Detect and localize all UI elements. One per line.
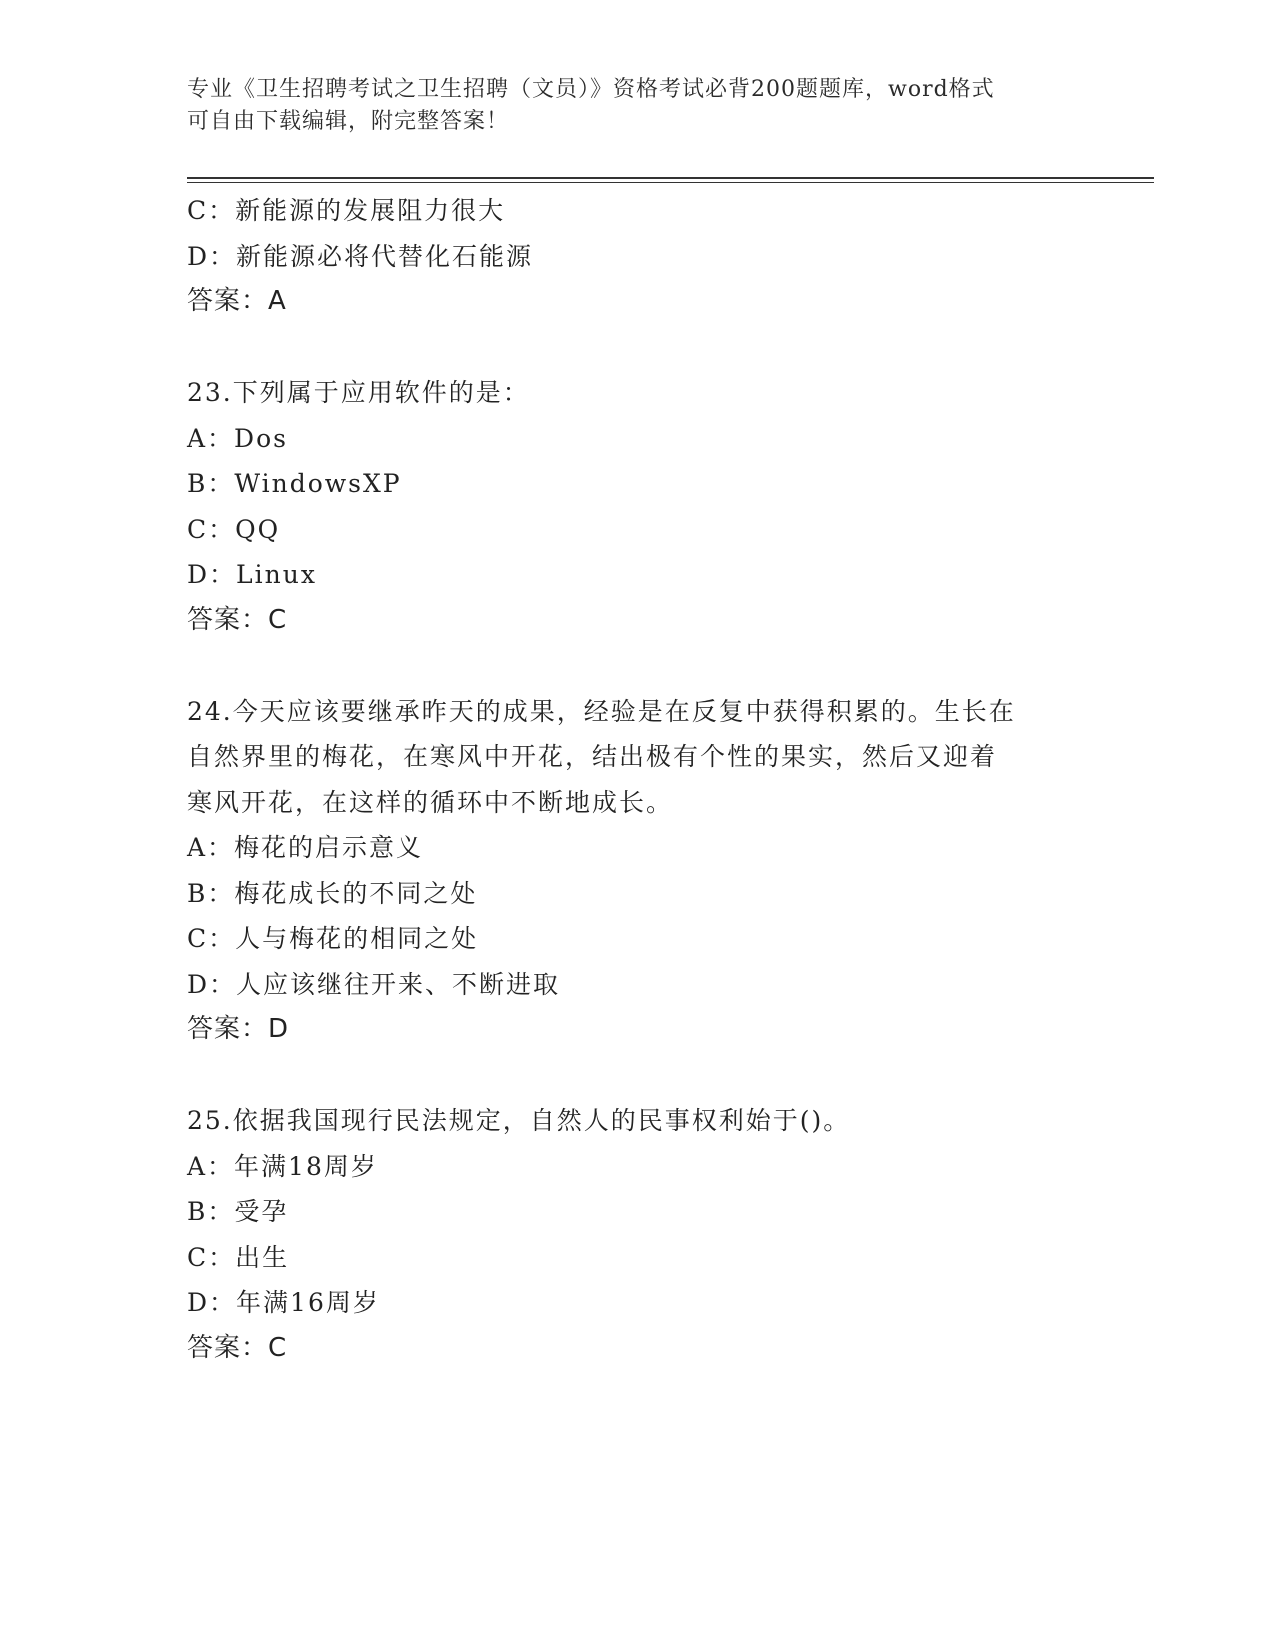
question-block-23 (187, 370, 1087, 643)
header-line-2: 可自由下载编辑，附完整答案！ (187, 109, 510, 134)
option-b: B：WindowsXP (187, 469, 402, 498)
question-block-25 (187, 1098, 1087, 1371)
question-block-24 (187, 689, 1087, 1053)
header-divider-thin (187, 182, 1154, 183)
question-list (187, 188, 1087, 1371)
option-b: B：梅花成长的不同之处 (187, 878, 478, 908)
question-stem-line-2: 自然界里的梅花，在寒风中开花，结出极有个性的果实，然后又迎着 (187, 742, 998, 771)
question-stem-line-1: 24.今天应该要继承昨天的成果，经验是在反复中获得积累的。生长在 (187, 696, 1016, 726)
option-c: C：QQ (187, 514, 281, 544)
answer-line: 答案：C (187, 1332, 288, 1363)
block-spacer (187, 325, 1087, 371)
option-a: A：Dos (187, 423, 288, 453)
option-b: B：受孕 (187, 1197, 289, 1226)
option-d: D：新能源必将代替化石能源 (187, 241, 534, 271)
option-c: C：人与梅花的相同之处 (187, 924, 479, 953)
option-d: D：人应该继往开来、不断进取 (187, 969, 561, 999)
header-divider-thick (187, 177, 1154, 179)
page-header (187, 74, 1087, 138)
option-a: A：梅花的启示意义 (187, 833, 424, 862)
question-block-22 (187, 188, 1087, 325)
option-d: D：Linux (187, 560, 317, 589)
question-stem: 23.下列属于应用软件的是： (187, 378, 530, 407)
header-line-1: 专业《卫生招聘考试之卫生招聘（文员）》资格考试必背200题题库，word格式 (187, 77, 995, 102)
answer-line: 答案：A (187, 286, 287, 316)
block-spacer (187, 643, 1087, 689)
option-a: A：年满18周岁 (187, 1151, 378, 1181)
question-stem: 25.依据我国现行民法规定，自然人的民事权利始于()。 (187, 1106, 851, 1135)
question-stem-line-3: 寒风开花，在这样的循环中不断地成长。 (187, 787, 674, 817)
option-c: C：出生 (187, 1242, 290, 1272)
answer-line: 答案：D (187, 1014, 290, 1044)
block-spacer (187, 1053, 1087, 1099)
option-d: D：年满16周岁 (187, 1288, 380, 1317)
option-c: C：新能源的发展阻力很大 (187, 196, 506, 225)
answer-line: 答案：C (187, 604, 288, 635)
